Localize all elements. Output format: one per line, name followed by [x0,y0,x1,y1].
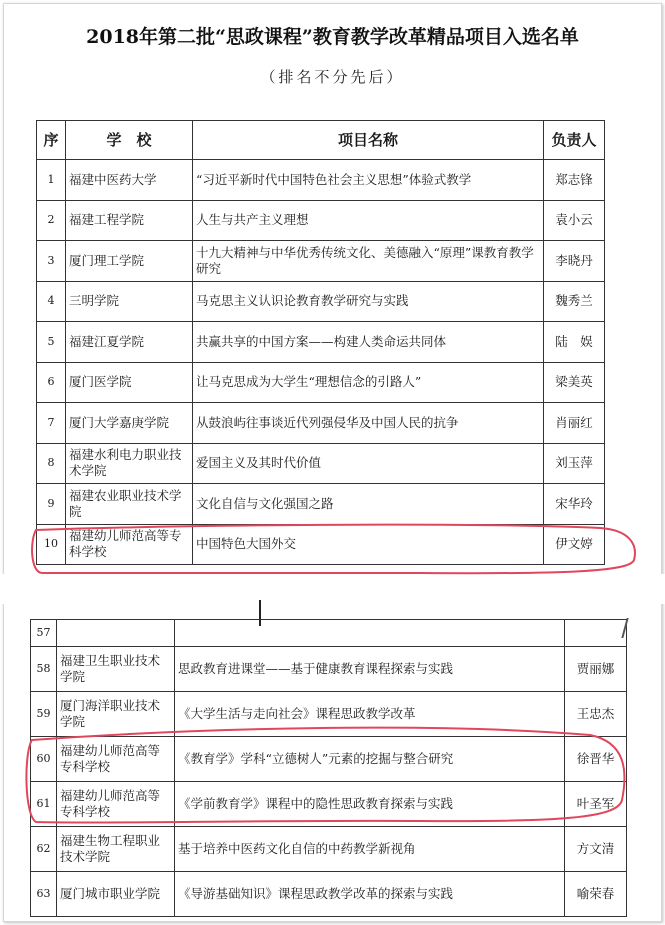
project-table-top [36,120,605,565]
table-row [31,737,627,782]
table-row [37,160,605,201]
document-title: 2018年第二批“思政课程”教育教学改革精品项目入选名单 [86,26,579,48]
row-no: 2 [37,200,66,241]
table-row [31,782,627,827]
row-leader: 徐晋华 [565,737,627,782]
row-school: 福建幼儿师范高等专科学校 [57,737,175,782]
row-leader: 郑志锋 [544,160,605,201]
row-no: 5 [37,322,66,363]
table-row [31,827,627,872]
row-school: 福建工程学院 [66,200,193,241]
row-leader: 贾丽娜 [565,647,627,692]
table-row [37,200,605,241]
row-school: 福建水利电力职业技术学院 [66,443,193,484]
header-project: 项目名称 [193,121,544,160]
table-row [31,872,627,917]
row-project: 马克思主义认识论教育教学研究与实践 [193,281,544,322]
row-project: 十九大精神与中华优秀传统文化、美德融入“原理”课教育教学研究 [193,241,544,282]
row-leader: 喻荣春 [565,872,627,917]
row-project [175,620,565,647]
row-project: 从鼓浪屿往事谈近代列强侵华及中国人民的抗争 [193,403,544,444]
row-leader: 梁美英 [544,362,605,403]
row-no: 61 [31,782,57,827]
table-row [37,484,605,525]
row-project: 共赢共享的中国方案——构建人类命运共同体 [193,322,544,363]
row-project: 中国特色大国外交 [193,524,544,565]
row-no: 3 [37,241,66,282]
row-school: 福建生物工程职业技术学院 [57,827,175,872]
row-leader: 肖丽红 [544,403,605,444]
table-row [37,241,605,282]
project-table-bottom [30,619,627,917]
row-school: 厦门医学院 [66,362,193,403]
row-school: 厦门理工学院 [66,241,193,282]
row-project: 文化自信与文化强国之路 [193,484,544,525]
row-leader: 袁小云 [544,200,605,241]
row-leader: 李晓丹 [544,241,605,282]
table-row [37,443,605,484]
table-row [31,647,627,692]
row-school [57,620,175,647]
row-leader: 刘玉萍 [544,443,605,484]
row-project: 《大学生活与走向社会》课程思政教学改革 [175,692,565,737]
row-school: 福建幼儿师范高等专科学校 [57,782,175,827]
row-project: “习近平新时代中国特色社会主义思想”体验式教学 [193,160,544,201]
row-leader: 叶圣军 [565,782,627,827]
row-project: 《学前教育学》课程中的隐性思政教育探索与实践 [175,782,565,827]
row-project: 爱国主义及其时代价值 [193,443,544,484]
row-leader: 魏秀兰 [544,281,605,322]
row-school: 厦门大学嘉庚学院 [66,403,193,444]
row-project: 《导游基础知识》课程思政教学改革的探索与实践 [175,872,565,917]
row-no: 10 [37,524,66,565]
row-school: 厦门城市职业学院 [57,872,175,917]
row-school: 福建幼儿师范高等专科学校 [66,524,193,565]
row-project: 基于培养中医药文化自信的中药教学新视角 [175,827,565,872]
row-school: 三明学院 [66,281,193,322]
row-no: 62 [31,827,57,872]
row-leader [565,620,627,647]
row-leader: 王忠杰 [565,692,627,737]
row-no: 4 [37,281,66,322]
table-row-partial [31,620,627,647]
header-no: 序 [37,121,66,160]
row-no: 8 [37,443,66,484]
table-header-row [37,121,605,160]
row-no: 7 [37,403,66,444]
row-no: 57 [31,620,57,647]
header-leader: 负责人 [544,121,605,160]
page-gap [0,574,665,604]
row-no: 58 [31,647,57,692]
row-no: 1 [37,160,66,201]
row-leader: 陆 娱 [544,322,605,363]
row-school: 厦门海洋职业技术学院 [57,692,175,737]
table-row [37,403,605,444]
row-leader: 伊文婷 [544,524,605,565]
row-leader: 方文清 [565,827,627,872]
row-school: 福建中医药大学 [66,160,193,201]
table-row [37,362,605,403]
row-project: 思政教育进课堂——基于健康教育课程探索与实践 [175,647,565,692]
table-row [37,524,605,565]
table-row [37,281,605,322]
row-project: 让马克思成为大学生“理想信念的引路人” [193,362,544,403]
document-subtitle: （排名不分先后） [260,68,405,86]
row-no: 63 [31,872,57,917]
row-school: 福建江夏学院 [66,322,193,363]
row-no: 9 [37,484,66,525]
row-leader: 宋华玲 [544,484,605,525]
row-project: 《教育学》学科“立德树人”元素的挖掘与整合研究 [175,737,565,782]
row-no: 60 [31,737,57,782]
table-row [37,322,605,363]
row-project: 人生与共产主义理想 [193,200,544,241]
row-no: 59 [31,692,57,737]
row-no: 6 [37,362,66,403]
row-school: 福建卫生职业技术学院 [57,647,175,692]
table-row [31,692,627,737]
row-school: 福建农业职业技术学院 [66,484,193,525]
header-school: 学 校 [66,121,193,160]
